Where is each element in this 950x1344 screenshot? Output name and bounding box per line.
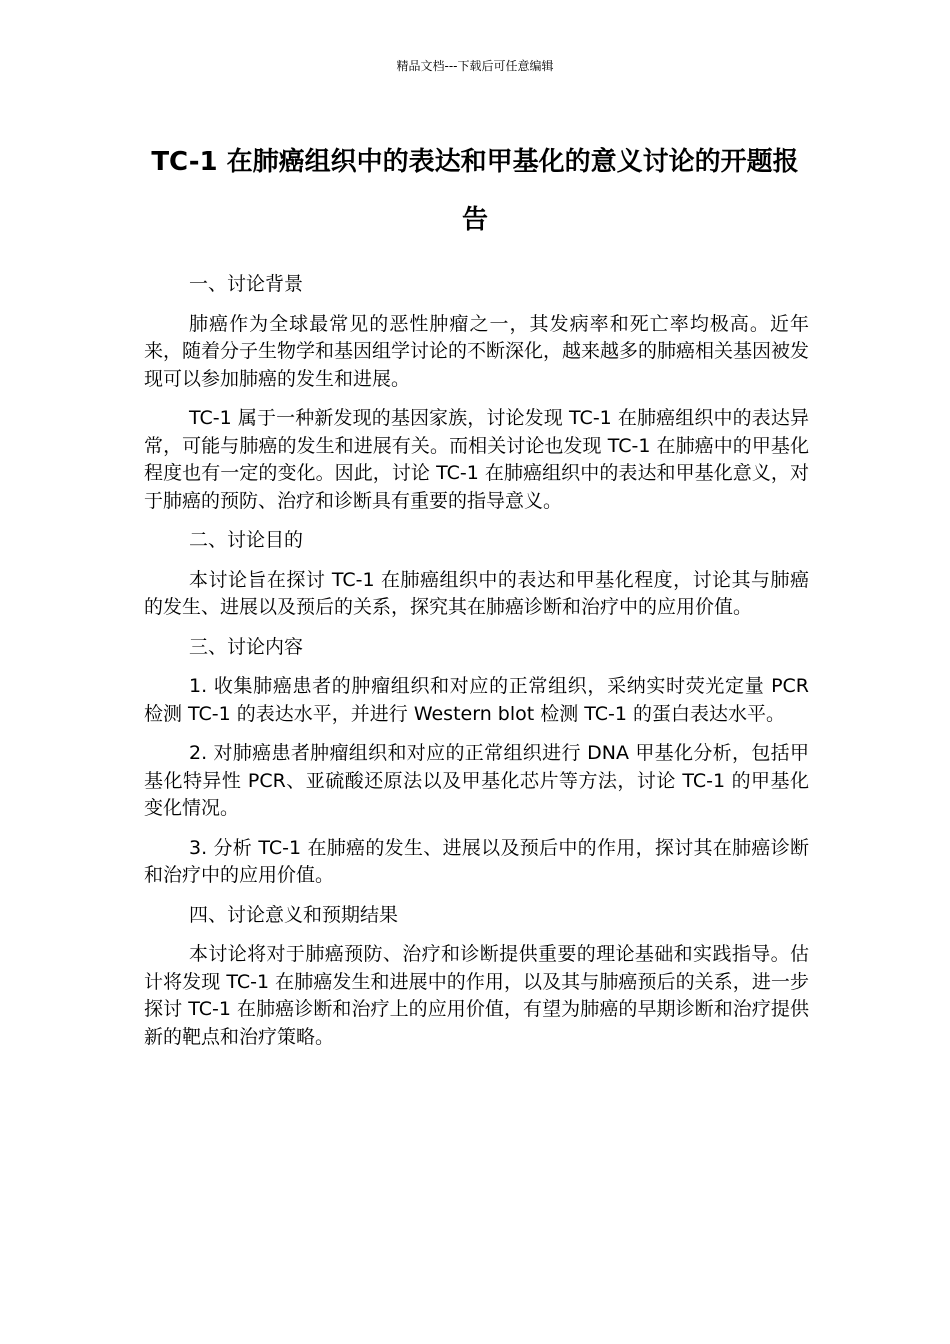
section-heading-content: 三、讨论内容 (189, 635, 304, 658)
paragraph: 肺癌作为全球最常见的恶性肿瘤之一，其发病率和死亡率均极高。近年来，随着分子生物学和基因组学讨论的不断深化，越来越多的肺癌相关基因被发现可以参加肺癌的发生和进展。 (144, 312, 810, 390)
document-body (144, 271, 809, 1063)
paragraph: TC-1 属于一种新发现的基因家族，讨论发现 TC-1 在肺癌组织中的表达异常，可能与肺癌的发生和进展有关。而相关讨论也发现 TC-1 在肺癌中的甲基化程度也有一定的变化。因此，讨论 TC-1 在肺癌组织中的表达和甲基化意义，对于肺癌的预防、治疗和诊断具有重要的指导意义。 (144, 407, 809, 512)
document-title: TC-1 在肺癌组织中的表达和甲基化的意义讨论的开题报告 (151, 147, 799, 235)
list-item: 1. 收集肺癌患者的肿瘤组织和对应的正常组织，采纳实时荧光定量 PCR 检测 TC-1 的表达水平，并进行 Western blot 检测 TC-1 的蛋白表达水平。 (144, 675, 809, 725)
paragraph: 本讨论旨在探讨 TC-1 在肺癌组织中的表达和甲基化程度，讨论其与肺癌的发生、进展以及预后的关系，探究其在肺癌诊断和治疗中的应用价值。 (144, 568, 809, 618)
header-note: 精品文档---下载后可任意编辑 (396, 59, 554, 73)
section-heading-purpose: 二、讨论目的 (189, 529, 304, 551)
list-item: 3. 分析 TC-1 在肺癌的发生、进展以及预后中的作用，探讨其在肺癌诊断和治疗中的应用价值。 (144, 836, 809, 886)
section-heading-significance: 四、讨论意义和预期结果 (189, 903, 399, 926)
list-item: 2. 对肺癌患者肿瘤组织和对应的正常组织进行 DNA 甲基化分析，包括甲基化特异性 PCR、亚硫酸还原法以及甲基化芯片等方法，讨论 TC-1 的甲基化变化情况。 (144, 742, 809, 819)
paragraph: 本讨论将对于肺癌预防、治疗和诊断提供重要的理论基础和实践指导。估计将发现 TC-1 在肺癌发生和进展中的作用，以及其与肺癌预后的关系，进一步探讨 TC-1 在肺癌诊断和治疗上的应用价值，有望为肺癌的早期诊断和治疗提供新的靶点和治疗策略。 (144, 943, 809, 1048)
section-heading-background: 一、讨论背景 (189, 273, 304, 295)
